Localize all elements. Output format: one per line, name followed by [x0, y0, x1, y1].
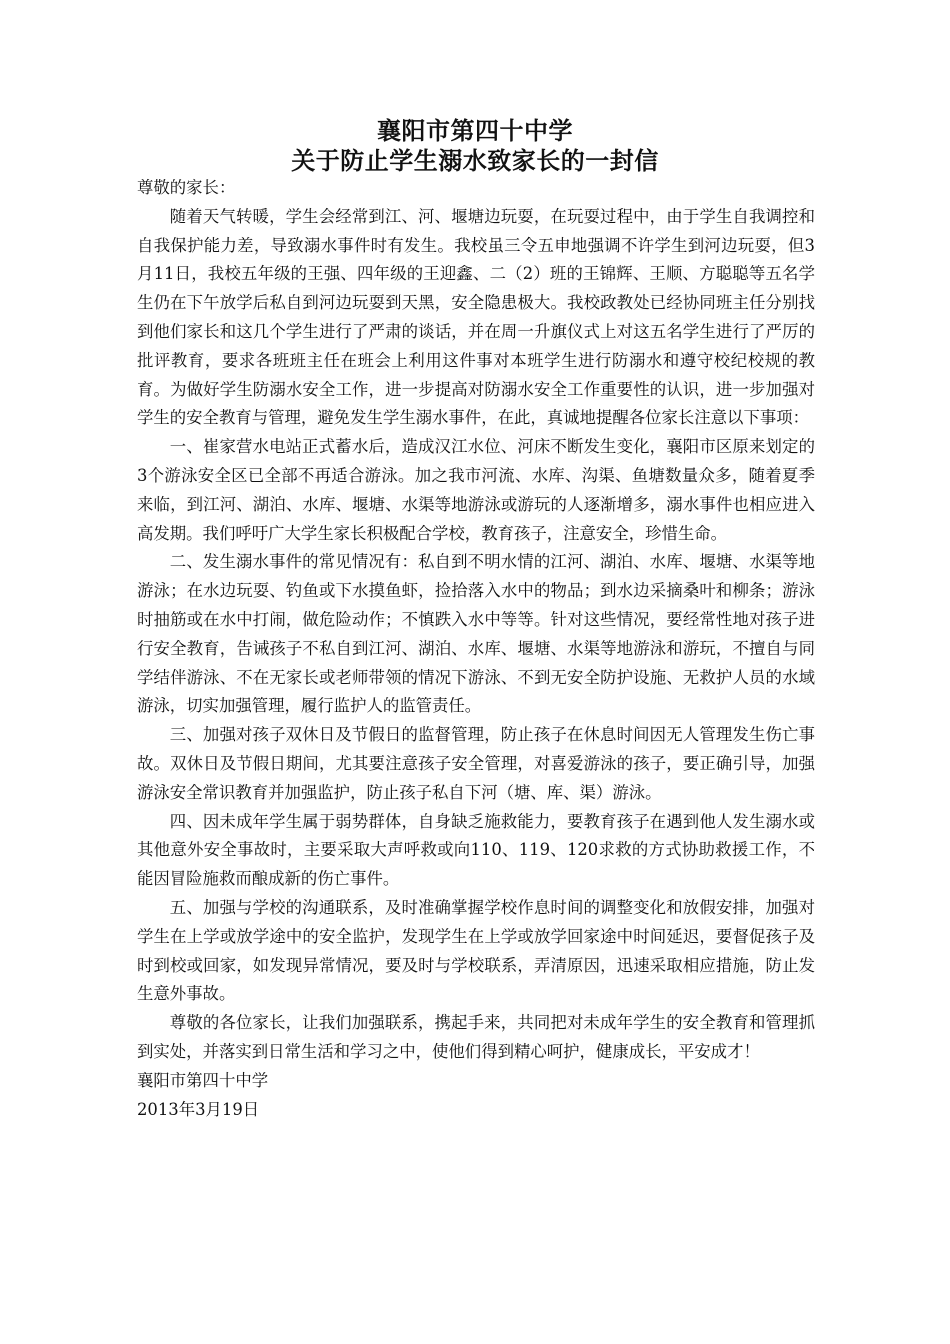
signature-date: 2013年3月19日	[137, 1099, 260, 1119]
salutation: 尊敬的家长：	[137, 178, 236, 197]
title-school-name: 襄阳市第四十中学	[377, 117, 573, 145]
paragraph-item-5: 五、加强与学校的沟通联系，及时准确掌握学校作息时间的调整变化和放假安排，加强对学生在上学或放学途中的安全监护，发现学生在上学或放学回家途中时间延迟，要督促孩子及时到校或回家，如发现异常情况，要及时与学校联系，弄清原因，迅速采取相应措施，防止发生意外事故。	[137, 897, 815, 1004]
document-title	[0, 116, 950, 176]
title-letter-subject: 关于防止学生溺水致家长的一封信	[291, 147, 659, 175]
signature-organization: 襄阳市第四十中学	[137, 1070, 269, 1090]
paragraph-item-3: 三、加强对孩子双休日及节假日的监督管理，防止孩子在休息时间因无人管理发生伤亡事故。双休日及节假日期间，尤其要注意孩子安全管理，对喜爱游泳的孩子，要正确引导，加强游泳安全常识教育并加强监护，防止孩子私自下河（塘、库、渠）游泳。	[137, 725, 815, 802]
paragraph-item-2: 二、发生溺水事件的常见情况有：私自到不明水情的江河、湖泊、水库、堰塘、水渠等地游泳；在水边玩耍、钓鱼或下水摸鱼虾，捡拾落入水中的物品；到水边采摘桑叶和柳条；游泳时抽筋或在水中打闹，做危险动作；不慎跌入水中等等。针对这些情况，要经常性地对孩子进行安全教育，告诫孩子不私自到江河、湖泊、水库、堰塘、水渠等地游泳和游玩，不擅自与同学结伴游泳、不在无家长或老师带领的情况下游泳、不到无安全防护设施、无救护人员的水域游泳，切实加强管理，履行监护人的监管责任。	[137, 552, 815, 716]
paragraph-item-1: 一、崔家营水电站正式蓄水后，造成汉江水位、河床不断发生变化，襄阳市区原来划定的3个游泳安全区已全部不再适合游泳。加之我市河流、水库、沟渠、鱼塘数量众多，随着夏季来临，到江河、湖泊、水库、堰塘、水渠等地游泳或游玩的人逐渐增多，溺水事件也相应进入高发期。我们呼吁广大学生家长积极配合学校，教育孩子，注意安全，珍惜生命。	[137, 437, 815, 543]
paragraph-intro: 随着天气转暖，学生会经常到江、河、堰塘边玩耍，在玩耍过程中，由于学生自我调控和自我保护能力差，导致溺水事件时有发生。我校虽三令五申地强调不许学生到河边玩耍，但3月11日，我校五年级的王强、四年级的王迎鑫、二（2）班的王锦辉、王顺、方聪聪等五名学生仍在下午放学后私自到河边玩耍到天黑，安全隐患极大。我校政教处已经协同班主任分别找到他们家长和这几个学生进行了严肃的谈话，并在周一升旗仪式上对这五名学生进行了严厉的批评教育，要求各班班主任在班会上利用这件事对本班学生进行防溺水和遵守校纪校规的教育。为做好学生防溺水安全工作，进一步提高对防溺水安全工作重要性的认识，进一步加强对学生的安全教育与管理，避免发生学生溺水事件，在此，真诚地提醒各位家长注意以下事项：	[137, 206, 815, 428]
letter-body	[137, 174, 815, 1124]
paragraph-closing: 尊敬的各位家长，让我们加强联系，携起手来，共同把对未成年学生的安全教育和管理抓到实处，并落实到日常生活和学习之中，使他们得到精心呵护，健康成长，平安成才！	[137, 1013, 815, 1061]
paragraph-item-4: 四、因未成年学生属于弱势群体，自身缺乏施救能力，要教育孩子在遇到他人发生溺水或其他意外安全事故时，主要采取大声呼救或向110、119、120求救的方式协助救援工作，不能因冒险施救而酿成新的伤亡事件。	[137, 811, 815, 889]
